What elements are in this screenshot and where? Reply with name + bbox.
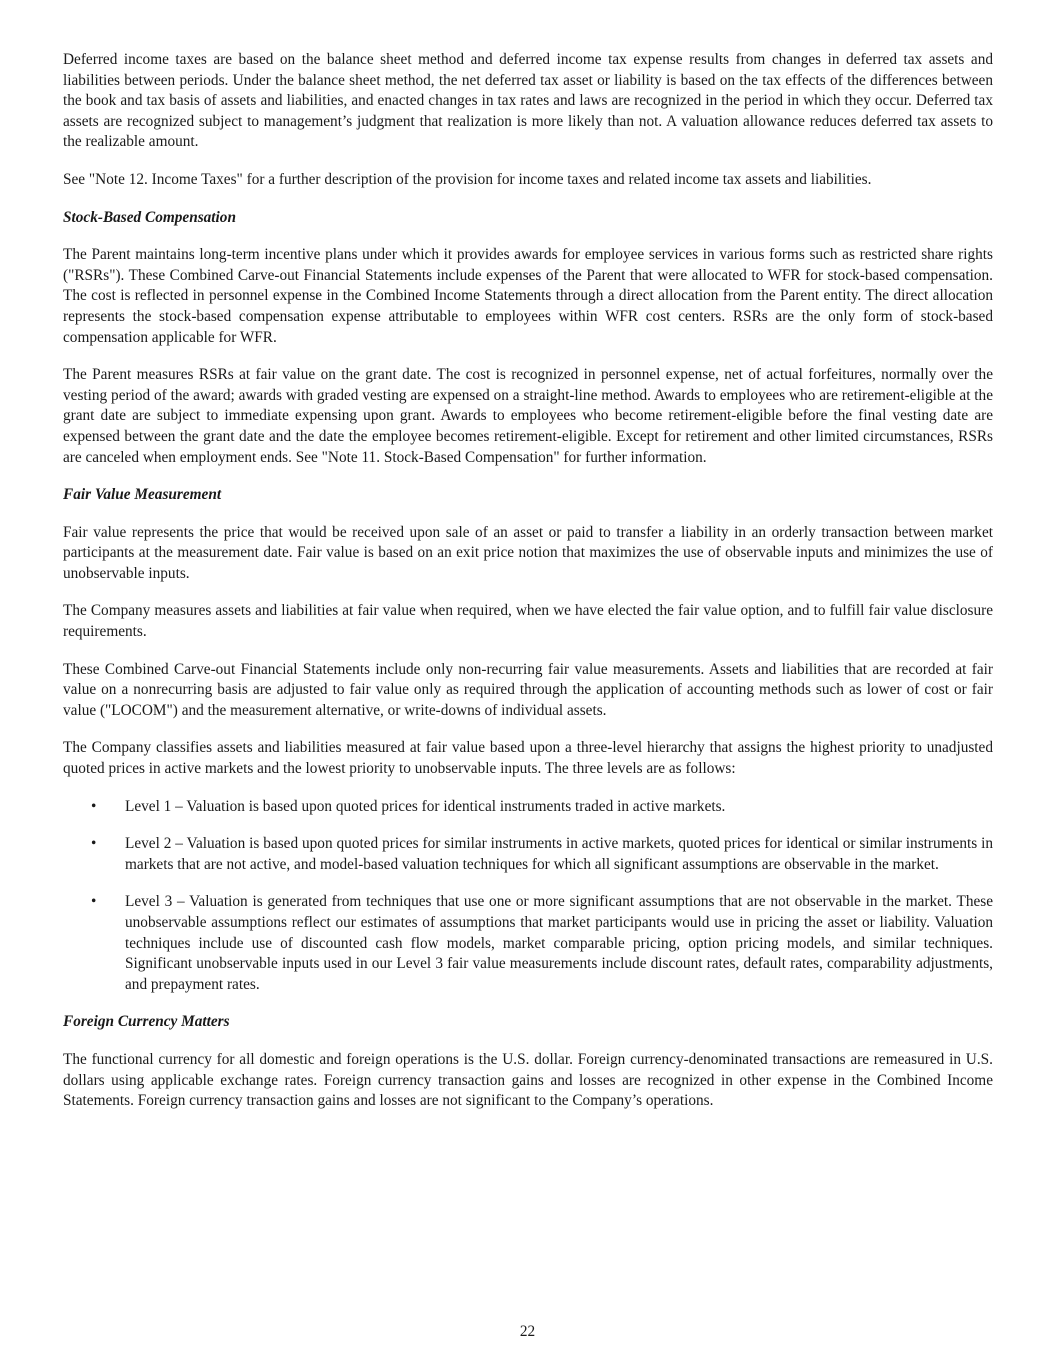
see-note-12-paragraph: See "Note 12. Income Taxes" for a further description of the provision for income taxes and related income tax assets and liabilities. [63,170,872,188]
bullet-icon: • [91,797,97,815]
level-1-text: Level 1 – Valuation is based upon quoted prices for identical instruments traded in active markets. [125,797,726,815]
level-2-text: Level 2 – Valuation is based upon quoted prices for similar instruments in active markets, quoted prices for identical or similar instruments in markets that are not active, and model-based valuation techniques for which all significant assumptions are observable in the market. [125,835,993,873]
fair-value-paragraph-4: The Company classifies assets and liabilities measured at fair value based upon a three-level hierarchy that assigns the highest priority to unadjusted quoted prices in active markets and the lowest priority to unobservable inputs. The three levels are as follows: [63,739,993,778]
bullet-icon: • [91,835,97,853]
fair-value-levels-list [63,797,993,996]
list-item [63,797,993,818]
fair-value-paragraph-3: These Combined Carve-out Financial Statements include only non-recurring fair value measurements. Assets and liabilities that are recorded at fair value on a nonrecurring basis are adjusted to fair value only as required through the application of accounting methods such as lower of cost or fair value ("LOCOM") and the measurement alternative, or write-downs of individual assets. [63,660,993,719]
page-number: 22 [519,1323,536,1340]
list-item [63,892,993,995]
stock-based-compensation-heading: Stock-Based Compensation [63,208,236,226]
fair-value-paragraph-2: The Company measures assets and liabilities at fair value when required, when we have elected the fair value option, and to fulfill fair value disclosure requirements. [63,602,993,641]
fair-value-heading: Fair Value Measurement [63,486,222,504]
deferred-taxes-paragraph: Deferred income taxes are based on the balance sheet method and deferred income tax expense results from changes in deferred tax assets and liabilities between periods. Under the balance sheet method, the net deferred tax asset or liability is based on the tax effects of the differences between the book and tax basis of assets and liabilities, and enacted changes in tax rates and laws are recognized in the period in which they occur. Deferred tax assets are recognized subject to management’s judgment that realization is more likely than not. A valuation allowance reduces deferred tax assets to the realizable amount. [63,51,993,151]
foreign-currency-heading: Foreign Currency Matters [63,1013,230,1031]
bullet-icon: • [91,893,97,911]
list-item [63,834,993,875]
document-page [63,50,993,1129]
stock-comp-paragraph-2: The Parent measures RSRs at fair value on the grant date. The cost is recognized in personnel expense, net of actual forfeitures, normally over the vesting period of the award; awards with graded vesting are expensed on a straight-line method. Awards to employees who are retirement-eligible at the grant date are subject to immediate expensing upon grant. Awards to employees who become retirement-eligible before the final vesting date are expensed between the grant date and the date the employee becomes retirement-eligible. Except for retirement and other limited circumstances, RSRs are canceled when employment ends. See "Note 11. Stock-Based Compensation" for further information. [63,366,993,466]
foreign-currency-paragraph: The functional currency for all domestic and foreign operations is the U.S. dollar. Foreign currency-denominated transactions are remeasured in U.S. dollars using applicable exchange rates. Foreign currency transaction gains and losses are recognized in other expense in the Combined Income Statements. Foreign currency transaction gains and losses are not significant to the Company’s operations. [63,1050,993,1110]
fair-value-paragraph-1: Fair value represents the price that would be received upon sale of an asset or paid to transfer a liability in an orderly transaction between market participants at the measurement date. Fair value is based on an exit price notion that maximizes the use of observable inputs and minimizes the use of unobservable inputs. [63,523,993,582]
stock-comp-paragraph-1: The Parent maintains long-term incentive plans under which it provides awards for employee services in various forms such as restricted share rights ("RSRs"). These Combined Carve-out Financial Statements include expenses of the Parent that were allocated to WFR for stock-based compensation. The cost is reflected in personnel expense in the Combined Income Statements through a direct allocation from the Parent entity. The direct allocation represents the stock-based compensation expense attributable to employees within WFR cost centers. RSRs are the only form of stock-based compensation applicable for WFR. [63,246,993,346]
level-3-text: Level 3 – Valuation is generated from techniques that use one or more significant assumptions that are not observable in the market. These unobservable assumptions reflect our estimates of assumptions that market participants would use in pricing the asset or liability. Valuation techniques include use of discounted cash flow models, market comparable pricing, option pricing models, and similar techniques. Significant unobservable inputs used in our Level 3 fair value measurements include discount rates, default rates, comparability adjustments, and prepayment rates. [125,893,993,993]
